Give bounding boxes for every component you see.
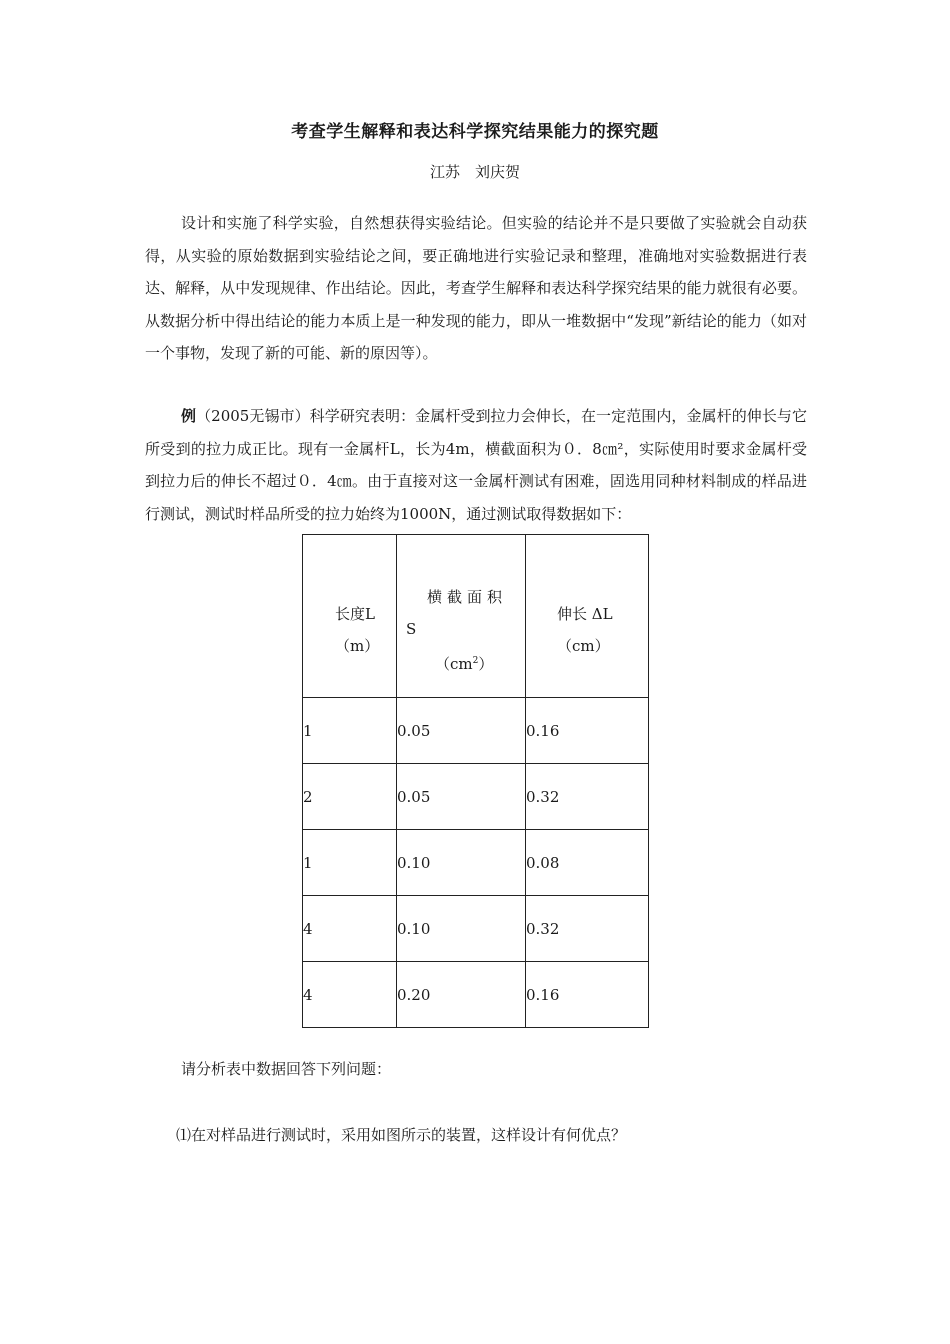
cell-area: 0.10 — [397, 830, 526, 896]
cell-area: 0.05 — [397, 698, 526, 764]
header-cell-length — [303, 535, 397, 698]
document-title: 考查学生解释和表达科学探究结果能力的探究题 — [291, 122, 659, 142]
example-paragraph — [145, 400, 807, 530]
cell-length: 4 — [303, 962, 397, 1028]
table-row — [303, 698, 649, 764]
cell-area: 0.10 — [397, 896, 526, 962]
cell-elongation: 0.32 — [526, 896, 649, 962]
cell-elongation: 0.32 — [526, 764, 649, 830]
cell-length: 1 — [303, 830, 397, 896]
question-intro: 请分析表中数据回答下列问题： — [181, 1060, 392, 1078]
table-header-row — [303, 535, 649, 698]
cell-length: 4 — [303, 896, 397, 962]
cell-area: 0.05 — [397, 764, 526, 830]
header-area-symbol: S — [406, 619, 417, 638]
table-row — [303, 830, 649, 896]
cell-elongation: 0.08 — [526, 830, 649, 896]
header-elongation-unit: （cm） — [557, 637, 610, 655]
header-length-unit: （m） — [335, 637, 380, 655]
table-row — [303, 962, 649, 1028]
header-length-label: 长度L — [335, 605, 375, 623]
header-area-unit: $(cm^2)$ — [435, 654, 494, 673]
cell-area: 0.20 — [397, 962, 526, 1028]
table-row — [303, 896, 649, 962]
intro-paragraph: 设计和实施了科学实验，自然想获得实验结论。但实验的结论并不是只要做了实验就会自动获得，从实验的原始数据到实验结论之间，要正确地进行实验记录和整理，准确地对实验数据进行表达、解释，从中发现规律、作出结论。因此，考查学生解释和表达科学探究结果的能力就很有必要。从数据分析中得出结论的能力本质上是一种发现的能力，即从一堆数据中“发现”新结论的能力（如对一个事物，发现了新的可能、新的原因等）。 — [145, 214, 807, 362]
author-line: 江苏 刘庆贺 — [429, 163, 520, 181]
example-label: 例 — [181, 407, 197, 425]
example-text: （2005无锡市）科学研究表明：金属杆受到拉力会伸长，在一定范围内，金属杆的伸长与它所受到的拉力成正比。现有一金属杆L，长为4m，横截面积为０．8㎝²，实际使用时要求金属杆受到拉力后的伸长不超过０．4㎝。由于直接对这一金属杆测试有困难，固选用同种材料制成的样品进行测试，测试时样品所受的拉力始终为1000N，通过测试取得数据如下： — [145, 407, 807, 523]
cell-elongation: 0.16 — [526, 698, 649, 764]
cell-elongation: 0.16 — [526, 962, 649, 1028]
question-1: ⑴在对样品进行测试时，采用如图所示的装置，这样设计有何优点？ — [176, 1126, 627, 1144]
table-row — [303, 764, 649, 830]
cell-length: 2 — [303, 764, 397, 830]
header-area-label: 横截面积 — [427, 587, 508, 606]
header-cell-elongation — [526, 535, 649, 698]
data-table — [302, 534, 649, 1028]
header-cell-area — [397, 535, 526, 698]
cell-length: 1 — [303, 698, 397, 764]
header-elongation-label: 伸长 ΔL — [557, 605, 613, 623]
